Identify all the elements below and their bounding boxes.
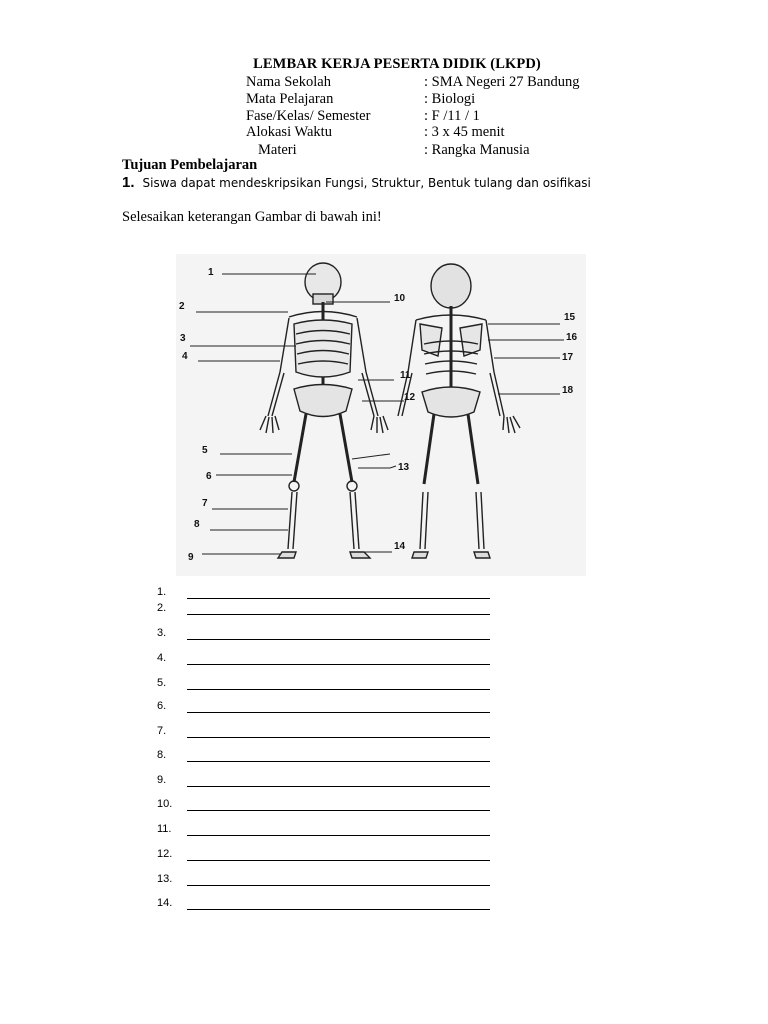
answer-row: [0, 897, 768, 911]
figure-label-11: 11: [400, 370, 411, 381]
answer-line[interactable]: [187, 860, 490, 861]
figure-label-12: 12: [404, 392, 416, 403]
info-value: : Rangka Manusia: [424, 142, 530, 158]
answer-row: [0, 627, 768, 641]
figure-label-16: 16: [566, 332, 578, 343]
answer-row: [0, 586, 768, 600]
answer-line[interactable]: [187, 598, 490, 599]
answer-row: [0, 823, 768, 837]
answer-row: [0, 677, 768, 691]
info-value: : 3 x 45 menit: [424, 124, 505, 140]
figure-label-13: 13: [398, 462, 410, 473]
info-value: : F /11 / 1: [424, 108, 480, 124]
worksheet-title: LEMBAR KERJA PESERTA DIDIK (LKPD): [253, 56, 541, 72]
answer-number: 6.: [157, 700, 167, 712]
answer-line[interactable]: [187, 737, 490, 738]
figure-label-7: 7: [202, 498, 208, 509]
objective-number: 1.: [122, 174, 135, 191]
answer-line[interactable]: [187, 614, 490, 615]
skeleton-figure: [176, 254, 586, 576]
answer-row: [0, 602, 768, 616]
objective-item: [122, 174, 591, 192]
answer-number: 5.: [157, 677, 167, 689]
info-label: Nama Sekolah: [246, 74, 331, 90]
info-label: Fase/Kelas/ Semester: [246, 108, 371, 124]
figure-label-5: 5: [202, 445, 208, 456]
info-label: Mata Pelajaran: [246, 91, 334, 107]
answer-line[interactable]: [187, 885, 490, 886]
instruction-text: Selesaikan keterangan Gambar di bawah ini!: [122, 209, 382, 225]
answer-line[interactable]: [187, 712, 490, 713]
figure-label-14: 14: [394, 541, 406, 552]
answer-row: [0, 873, 768, 887]
figure-label-18: 18: [562, 385, 574, 396]
info-label: Materi: [258, 142, 297, 158]
figure-label-2: 2: [179, 301, 185, 312]
answer-number: 7.: [157, 725, 167, 737]
objective-text: Siswa dapat mendeskripsikan Fungsi, Struktur, Bentuk tulang dan osifikasi: [142, 176, 591, 190]
figure-label-6: 6: [206, 471, 212, 482]
answer-number: 13.: [157, 873, 173, 885]
answer-line[interactable]: [187, 689, 490, 690]
figure-label-8: 8: [194, 519, 200, 530]
answer-line[interactable]: [187, 786, 490, 787]
answer-row: [0, 725, 768, 739]
info-label: Alokasi Waktu: [246, 124, 332, 140]
answer-number: 9.: [157, 774, 167, 786]
answer-line[interactable]: [187, 664, 490, 665]
figure-label-15: 15: [564, 312, 576, 323]
answer-number: 4.: [157, 652, 167, 664]
answer-row: [0, 774, 768, 788]
figure-label-1: 1: [208, 267, 214, 278]
objectives-heading: Tujuan Pembelajaran: [122, 157, 258, 173]
figure-label-17: 17: [562, 352, 574, 363]
answer-number: 12.: [157, 848, 173, 860]
figure-label-10: 10: [394, 293, 406, 304]
answer-row: [0, 798, 768, 812]
answer-line[interactable]: [187, 835, 490, 836]
answer-row: [0, 700, 768, 714]
figure-label-4: 4: [182, 351, 188, 362]
answer-line[interactable]: [187, 639, 490, 640]
answer-number: 14.: [157, 897, 173, 909]
answer-number: 10.: [157, 798, 173, 810]
answer-row: [0, 749, 768, 763]
answer-number: 1.: [157, 586, 167, 598]
answer-line[interactable]: [187, 761, 490, 762]
answer-number: 2.: [157, 602, 167, 614]
answer-line[interactable]: [187, 909, 490, 910]
answer-row: [0, 848, 768, 862]
answer-number: 11.: [157, 823, 172, 835]
answer-row: [0, 652, 768, 666]
info-value: : Biologi: [424, 91, 476, 107]
answer-line[interactable]: [187, 810, 490, 811]
figure-label-3: 3: [180, 333, 186, 344]
info-value: : SMA Negeri 27 Bandung: [424, 74, 580, 90]
figure-label-9: 9: [188, 552, 194, 563]
answer-number: 8.: [157, 749, 167, 761]
answer-number: 3.: [157, 627, 167, 639]
